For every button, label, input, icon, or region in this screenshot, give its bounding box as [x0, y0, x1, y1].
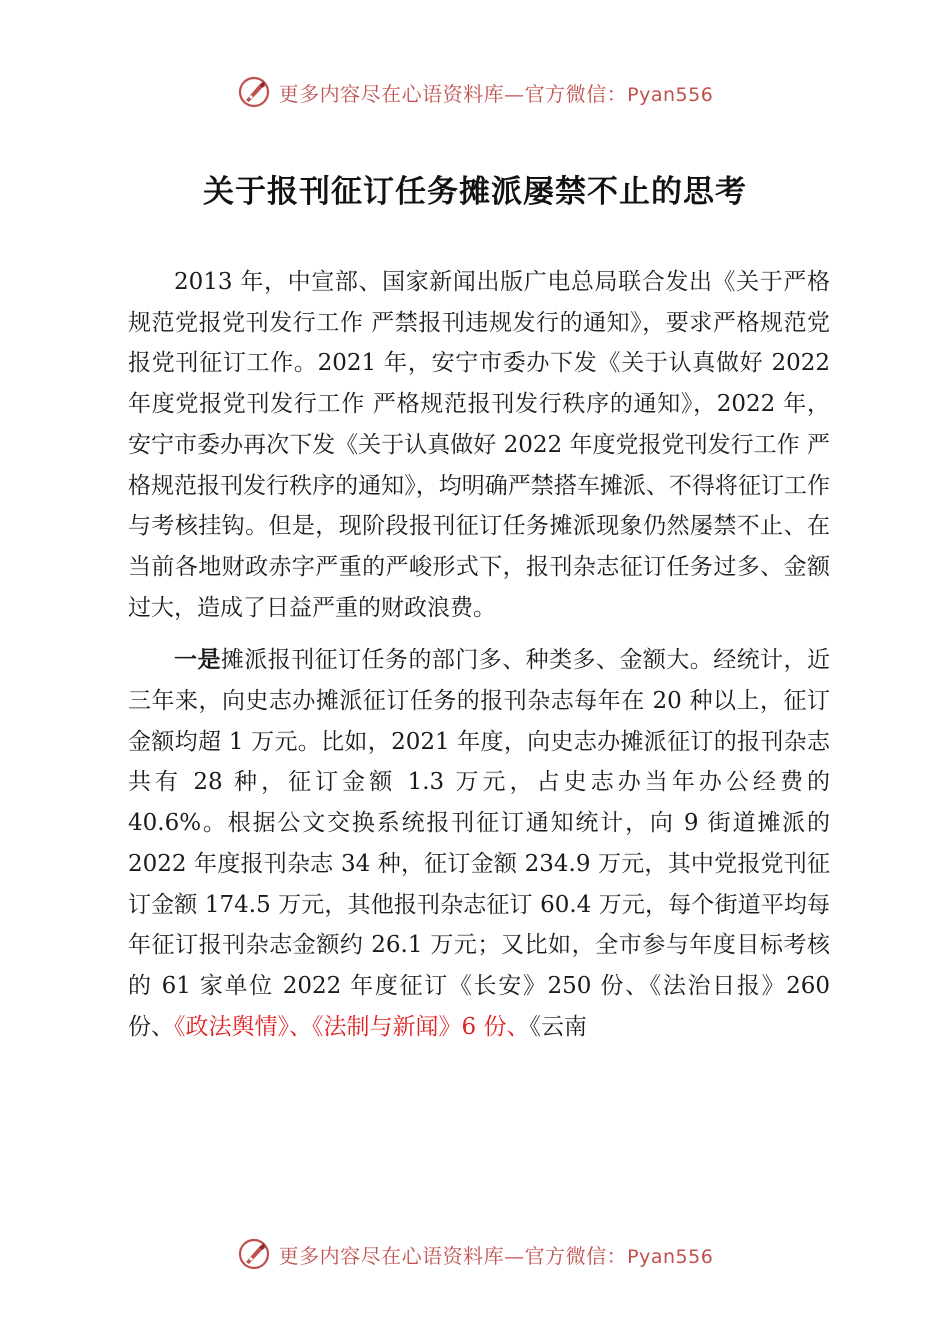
banner-separator: —官方微信：	[504, 81, 628, 106]
highlighted-text: 《政法舆情》、《法制与新闻》6 份、	[174, 1013, 530, 1040]
paragraph-body: 摊派报刊征订任务的部门多、种类多、金额大。经统计，近三年来，向史志办摊派征订任务的报刊杂志每年在 20 种以上，征订金额均超 1 万元。比如，2021 年度，向史志办摊派征订的报刊杂志共有 28 种，征订金额 1.3 万元，占史志办当年办公经费的 40.6%。根据公文交换系统报刊征订通知统计，向 9 街道摊派的 2022 年度报刊杂志 34 种，征订金额 234.9 万元，其中党报党刊征订金额 174.5 万元，其他报刊杂志征订 60.4 万元，每个街道平均每年征订报刊杂志金额约 26.1 万元；又比如，全市参与年度目标考核的 61 家单位 2022 年度征订《长安》250 份、《法治日报》260 份、	[128, 647, 831, 1040]
header-banner	[0, 70, 950, 114]
paragraph-lead: 一是	[174, 647, 221, 674]
paragraph-tail: 《云南	[529, 1013, 587, 1040]
document-title: 关于报刊征订任务摊派屡禁不止的思考	[203, 174, 747, 210]
paragraph-intro: 2013 年，中宣部、国家新闻出版广电总局联合发出《关于严格规范党报党刊发行工作 严禁报刊违规发行的通知》，要求严格规范党报党刊征订工作。2021 年，安宁市委办下发《关于认真做好 2022 年度党报党刊发行工作 严格规范报刊发行秩序的通知》，2022 年，安宁市委办再次下发《关于认真做好 2022 年度党报党刊发行工作 严格规范报刊发行秩序的通知》，均明确严禁搭车摊派、不得将征订工作与考核挂钩。但是，现阶段报刊征订任务摊派现象仍然屡禁不止、在当前各地财政赤字严重的严峻形式下，报刊杂志征订任务过多、金额过大，造成了日益严重的财政浪费。	[128, 269, 830, 621]
banner-main-text: 更多内容尽在心语资料库	[278, 1243, 505, 1268]
document-body	[128, 262, 830, 1047]
paragraph-point-one	[128, 640, 830, 1047]
banner-main-text: 更多内容尽在心语资料库	[278, 81, 505, 106]
banner-wechat-id: Pyan556	[627, 1245, 714, 1268]
banner-wechat-id: Pyan556	[627, 83, 714, 106]
banner-separator: —官方微信：	[504, 1243, 628, 1268]
footer-banner	[0, 1232, 950, 1276]
banner-text	[279, 78, 714, 107]
banner-text	[279, 1240, 714, 1269]
pen-nib-icon	[237, 75, 271, 109]
pen-nib-icon	[237, 1237, 271, 1271]
